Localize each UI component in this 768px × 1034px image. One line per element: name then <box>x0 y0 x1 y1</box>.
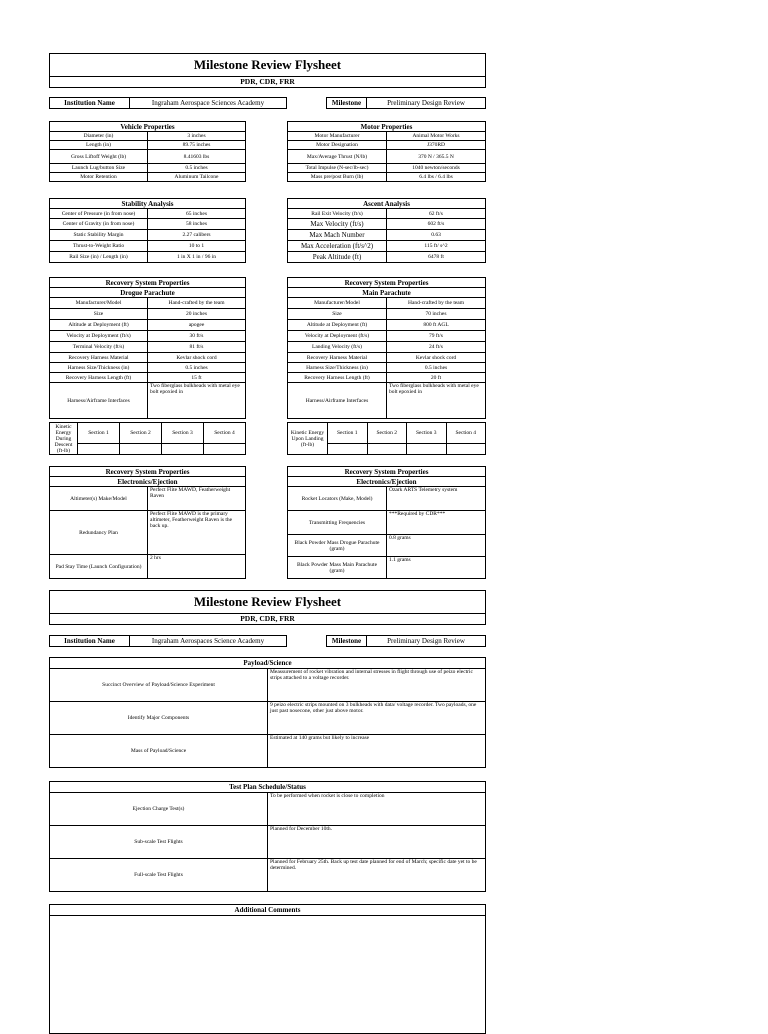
milestone-label: Milestone <box>327 98 367 109</box>
section-value <box>204 444 246 455</box>
milestone-value: Preliminary Design Review <box>367 98 486 109</box>
page2-title: Milestone Review Flysheet <box>50 591 485 614</box>
stability-analysis-table <box>49 198 246 263</box>
vehicle-header: Vehicle Properties <box>50 122 246 132</box>
section-header: Section 4 <box>204 423 246 444</box>
recovery-drogue-header: Recovery System Properties <box>50 278 246 288</box>
table-cell: 6.4 lbs / 6.4 lbs <box>387 173 486 182</box>
test-plan-header: Test Plan Schedule/Status <box>50 782 486 793</box>
table-cell: Manufacturer/Model <box>288 298 387 309</box>
table-cell: Ejection Charge Test(s) <box>50 793 268 826</box>
table-cell: Recovery Harness Length (ft) <box>50 373 148 383</box>
test-plan-table <box>49 781 486 892</box>
table-cell: Perfect Flite MAWD is the primary altimeter, Featherweight Raven is the back up. <box>148 511 246 555</box>
section-header: Section 1 <box>328 423 368 444</box>
table-cell: Landing Velocity (ft/s) <box>288 342 387 353</box>
table-cell: 58 inches <box>148 219 246 230</box>
table-cell: 0.5 inches <box>148 164 246 173</box>
table-cell: ***Required by CDR*** <box>387 511 486 535</box>
ascent-header: Ascent Analysis <box>288 199 486 209</box>
table-cell: 6478 ft <box>387 252 486 263</box>
table-cell: Center of Gravity (in from nose) <box>50 219 148 230</box>
table-cell: Manufacturer/Model <box>50 298 148 309</box>
harness-interface-label: Harness/Airframe Interfaces <box>50 383 148 419</box>
table-cell: 0.5 inches <box>387 363 486 373</box>
table-cell: 2 hrs <box>148 555 246 579</box>
additional-comments-box <box>49 904 486 1034</box>
section-header: Section 3 <box>407 423 447 444</box>
milestone-value: Preliminary Design Review <box>367 636 486 647</box>
table-cell: 30 ft/s <box>148 331 246 342</box>
table-cell: Perfect Flite MAWD, Featherweight Raven <box>148 487 246 511</box>
page2-subtitle: PDR, CDR, FRR <box>240 614 295 623</box>
section-value <box>162 444 204 455</box>
table-cell: 3 inches <box>148 132 246 141</box>
table-cell: Rail Size (in) / Length (in) <box>50 252 148 263</box>
harness-interface-label: Harness/Airframe Interfaces <box>288 383 387 419</box>
table-cell: 2.27 calibers <box>148 230 246 241</box>
section-header: Section 2 <box>367 423 407 444</box>
table-cell: 79 ft/s <box>387 331 486 342</box>
table-cell: 8.41603 lbs <box>148 150 246 164</box>
recovery-main-table <box>287 277 486 419</box>
table-cell: 65 inches <box>148 209 246 219</box>
table-cell: 0.5 inches <box>148 363 246 373</box>
drogue-kinetic-energy-table <box>49 422 246 455</box>
page2-title-box <box>49 590 486 625</box>
main-subheader: Main Parachute <box>288 288 486 298</box>
table-cell: apogee <box>148 320 246 331</box>
table-cell: Total Impulse (N-sec/lb-sec) <box>288 164 387 173</box>
table-cell: 370 N / 365.5 N <box>387 150 486 164</box>
table-cell: Size <box>288 309 387 320</box>
table-cell: Recovery Harness Material <box>50 353 148 363</box>
page1-subtitle: PDR, CDR, FRR <box>240 77 295 86</box>
table-cell: Succinct Overview of Payload/Science Experiment <box>50 669 268 702</box>
table-cell: Kevlar shock cord <box>387 353 486 363</box>
table-cell: Ozark ARTS Telemetry system <box>387 487 486 511</box>
table-cell: Terminal Velocity (ft/s) <box>50 342 148 353</box>
table-cell: Mass pre/post Burn (lb) <box>288 173 387 182</box>
table-cell: Max Velocity (ft/s) <box>288 219 387 230</box>
table-cell: Motor Manufacturer <box>288 132 387 141</box>
table-cell: 0.63 <box>387 230 486 241</box>
table-cell: Motor Retention <box>50 173 148 182</box>
page2-milestone-row <box>326 635 486 647</box>
table-cell: Altitude at Deployment (ft) <box>50 320 148 331</box>
institution-label: Institution Name <box>50 636 130 647</box>
recovery-main-header: Recovery System Properties <box>288 278 486 288</box>
kinetic-energy-label: Kinetic Energy Upon Landing (ft-lb) <box>288 423 328 455</box>
table-cell: Hand-crafted by the team <box>387 298 486 309</box>
page2-institution-row <box>49 635 287 647</box>
section-value <box>446 444 486 455</box>
table-cell: 15 ft <box>148 373 246 383</box>
table-cell: Peak Altitude (ft) <box>288 252 387 263</box>
vehicle-properties-table <box>49 121 246 182</box>
table-cell: Hand-crafted by the team <box>148 298 246 309</box>
electronics-left-subheader: Electronics/Ejection <box>50 477 246 487</box>
institution-value: Ingraham Aerospaces Science Academy <box>130 636 287 647</box>
payload-header: Payload/Science <box>50 658 486 669</box>
page1-title-box <box>49 53 486 88</box>
motor-header: Motor Properties <box>288 122 486 132</box>
section-header: Section 2 <box>120 423 162 444</box>
harness-interface-value: Two fiberglass bulkheads with metal eye bolt epoxied in <box>387 383 486 419</box>
table-cell: 81 ft/s <box>148 342 246 353</box>
electronics-right-header: Recovery System Properties <box>288 467 486 477</box>
table-cell: 1040 newton/seconds <box>387 164 486 173</box>
section-header: Section 1 <box>78 423 120 444</box>
section-value <box>407 444 447 455</box>
table-cell: Gross Liftoff Weight (lb) <box>50 150 148 164</box>
table-cell: Velocity at Deployment (ft/s) <box>50 331 148 342</box>
payload-science-table <box>49 657 486 768</box>
additional-comments-text[interactable] <box>50 916 485 920</box>
table-cell: Pad Stay Time (Launch Configuration) <box>50 555 148 579</box>
table-cell: Max/Average Thrust (N/lb) <box>288 150 387 164</box>
table-cell: Size <box>50 309 148 320</box>
drogue-subheader: Drogue Parachute <box>50 288 246 298</box>
table-cell: Identify Major Components <box>50 702 268 735</box>
table-cell: 1 in X 1 in / 96 in <box>148 252 246 263</box>
table-cell: Planned for February 25th. Back up test date planned for end of March; specific date yet to be determined. <box>268 859 486 892</box>
table-cell: Planned for December 10th. <box>268 826 486 859</box>
main-kinetic-energy-table <box>287 422 486 455</box>
table-cell: Launch Lug/button Size <box>50 164 148 173</box>
section-header: Section 4 <box>446 423 486 444</box>
page1-institution-row <box>49 97 287 109</box>
section-value <box>78 444 120 455</box>
table-cell: 62 ft/s <box>387 209 486 219</box>
table-cell: Full-scale Test Flights <box>50 859 268 892</box>
table-cell: 602 ft/s <box>387 219 486 230</box>
table-cell: Diameter (in) <box>50 132 148 141</box>
institution-label: Institution Name <box>50 98 130 109</box>
table-cell: Center of Pressure (in from nose) <box>50 209 148 219</box>
motor-properties-table <box>287 121 486 182</box>
table-cell: Black Powder Mass Main Parachute (gram) <box>288 557 387 579</box>
table-cell: Length (in) <box>50 141 148 150</box>
kinetic-energy-label: Kinetic Energy During Descent (ft-lb) <box>50 423 78 455</box>
table-cell: 24 ft/s <box>387 342 486 353</box>
table-cell: Motor Designation <box>288 141 387 150</box>
table-cell: 115 ft/ s^2 <box>387 241 486 252</box>
table-cell: 20 inches <box>148 309 246 320</box>
table-cell: Rail Exit Velocity (ft/s) <box>288 209 387 219</box>
table-cell: J370RD <box>387 141 486 150</box>
section-header: Section 3 <box>162 423 204 444</box>
table-cell: 1.1 grams <box>387 557 486 579</box>
table-cell: Velocity at Deployment (ft/s) <box>288 331 387 342</box>
table-cell: 20 ft <box>387 373 486 383</box>
table-cell: Mass of Payload/Science <box>50 735 268 768</box>
table-cell: Harness Size/Thickness (in) <box>288 363 387 373</box>
page1-milestone-row <box>326 97 486 109</box>
table-cell: Animal Motor Works <box>387 132 486 141</box>
table-cell: Harness Size/Thickness (in) <box>50 363 148 373</box>
harness-interface-value: Two fiberglass bulkheads with metal eye bolt epoxied in <box>148 383 246 419</box>
recovery-drogue-table <box>49 277 246 419</box>
table-cell: Redundancy Plan <box>50 511 148 555</box>
table-cell: 10 to 1 <box>148 241 246 252</box>
table-cell: 9 peizo electric strips mounted on 3 bulkheads with data/ voltage recorder. Two payloads, one just past nosecone, other just above motor. <box>268 702 486 735</box>
table-cell: Kevlar shock cord <box>148 353 246 363</box>
table-cell: To be performed when rocket is close to completion <box>268 793 486 826</box>
institution-value: Ingraham Aerospace Sciences Academy <box>130 98 287 109</box>
table-cell: Altitude at Deployment (ft) <box>288 320 387 331</box>
additional-comments-header: Additional Comments <box>50 905 485 916</box>
table-cell: 0.8 grams <box>387 535 486 557</box>
table-cell: Aluminum Tailcone <box>148 173 246 182</box>
table-cell: Static Stability Margin <box>50 230 148 241</box>
table-cell: Estimated at 140 grams but likely to increase <box>268 735 486 768</box>
page1-title: Milestone Review Flysheet <box>50 54 485 77</box>
table-cell: Max Acceleration (ft/s^2) <box>288 241 387 252</box>
section-value <box>367 444 407 455</box>
table-cell: Thrust-to-Weight Ratio <box>50 241 148 252</box>
table-cell: 800 ft AGL <box>387 320 486 331</box>
table-cell: 89.75 inches <box>148 141 246 150</box>
section-value <box>328 444 368 455</box>
table-cell: Recovery Harness Length (ft) <box>288 373 387 383</box>
table-cell: Transmitting Frequencies <box>288 511 387 535</box>
table-cell: Recovery Harness Material <box>288 353 387 363</box>
stability-header: Stability Analysis <box>50 199 246 209</box>
table-cell: Rocket Locators (Make, Model) <box>288 487 387 511</box>
ascent-analysis-table <box>287 198 486 263</box>
table-cell: 70 inches <box>387 309 486 320</box>
electronics-left-header: Recovery System Properties <box>50 467 246 477</box>
table-cell: Black Powder Mass Drogue Parachute (gram) <box>288 535 387 557</box>
table-cell: Altimeter(s) Make/Model <box>50 487 148 511</box>
electronics-ejection-left-table <box>49 466 246 579</box>
electronics-right-subheader: Electronics/Ejection <box>288 477 486 487</box>
section-value <box>120 444 162 455</box>
table-cell: Meassurement of rocket vibration and internal stresses in flight through use of peizo electric strips attached to a voltage recorder. <box>268 669 486 702</box>
electronics-ejection-right-table <box>287 466 486 579</box>
table-cell: Max Mach Number <box>288 230 387 241</box>
table-cell: Sub-scale Test Flights <box>50 826 268 859</box>
milestone-label: Milestone <box>327 636 367 647</box>
